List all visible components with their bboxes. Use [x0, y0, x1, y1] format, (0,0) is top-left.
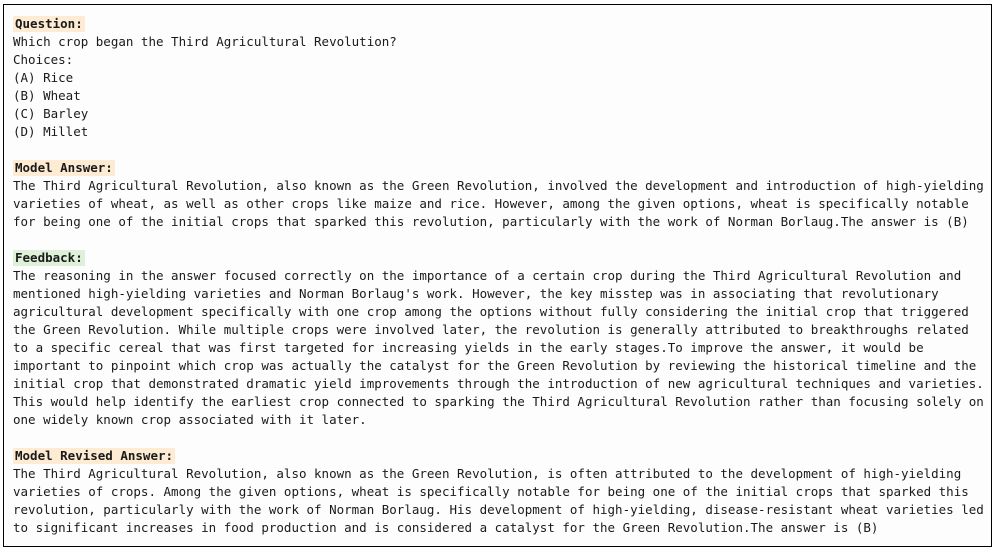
- document-content: [13, 15, 988, 537]
- revised-answer-section: [13, 447, 988, 537]
- question-section: [13, 15, 988, 141]
- choice-b: (B) Wheat: [13, 88, 81, 103]
- revised-answer-text: The Third Agricultural Revolution, also known as the Green Revolution, is often attributed to the development of high-yielding varieties of crops. Among the given options, wheat is specifically notable for being one of the initial crops that sparked this revolution, particularly with the work of Norman Borlaug. His development of high-yielding, disease-resistant wheat varieties led to significant increases in food production and is considered a catalyst for the Green Revolution.The answer is (B): [13, 466, 984, 535]
- model-answer-section: [13, 159, 988, 231]
- choices-label: Choices:: [13, 52, 74, 67]
- feedback-section: [13, 249, 988, 429]
- choice-c: (C) Barley: [13, 106, 89, 121]
- choice-a: (A) Rice: [13, 70, 74, 85]
- model-answer-label: Model Answer:: [15, 160, 113, 175]
- question-text: Which crop began the Third Agricultural Revolution?: [13, 34, 397, 49]
- model-answer-text: The Third Agricultural Revolution, also known as the Green Revolution, involved the development and introduction of high-yielding varieties of wheat, as well as other crops like maize and rice. However, among the given options, wheat is specifically notable for being one of the initial crops that sparked this revolution, particularly with the work of Norman Borlaug.The answer is (B): [13, 178, 984, 229]
- feedback-text: The reasoning in the answer focused correctly on the importance of a certain crop during the Third Agricultural Revolution and mentioned high-yielding varieties and Norman Borlaug's work. However, the key misstep was in associating that revolutionary agricultural development specifically with one crop among the options without fully considering the initial crop that triggered the Green Revolution. While multiple crops were involved later, the revolution is generally attributed to breakthroughs related to a specific cereal that was first targeted for increasing yields in the early stages.To improve the answer, it would be important to pinpoint which crop was actually the catalyst for the Green Revolution by reviewing the historical timeline and the initial crop that demonstrated dramatic yield improvements through the introduction of new agricultural techniques and varieties. This would help identify the earliest crop connected to sparking the Third Agricultural Revolution rather than focusing solely on one widely known crop associated with it later.: [13, 268, 984, 427]
- revised-answer-label: Model Revised Answer:: [15, 448, 174, 463]
- feedback-label: Feedback:: [15, 250, 83, 265]
- question-label: Question:: [15, 16, 83, 31]
- document-frame: [3, 4, 992, 547]
- choice-d: (D) Millet: [13, 124, 89, 139]
